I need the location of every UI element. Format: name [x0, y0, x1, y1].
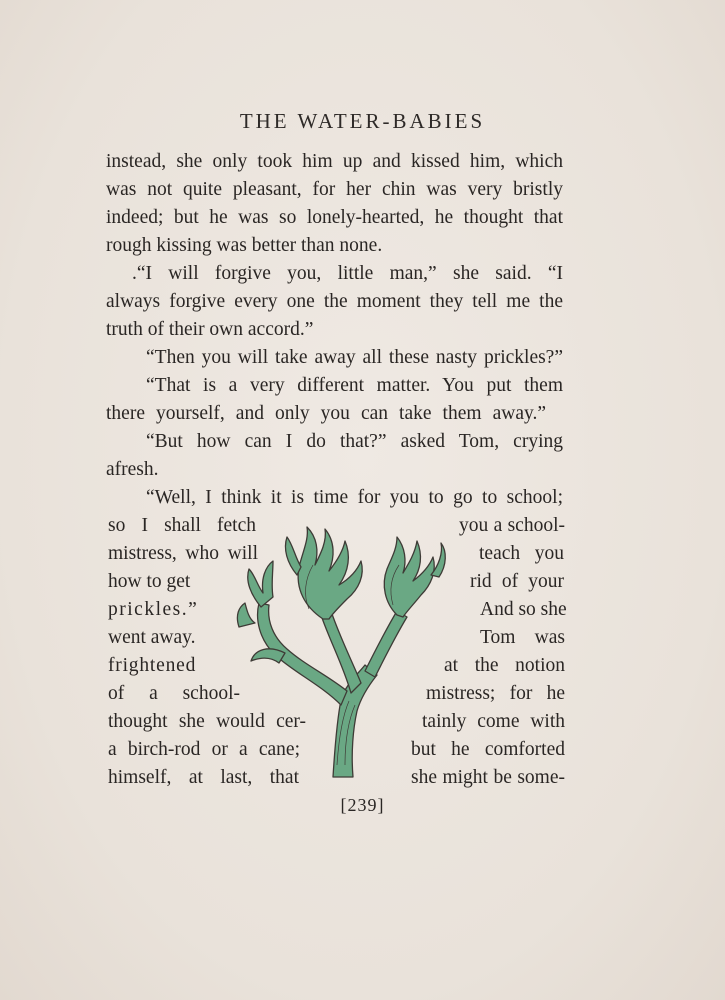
left-fragment-9: a birch-rod or a cane;: [108, 739, 300, 760]
right-fragment-8: tainly come with: [422, 711, 565, 732]
text-line-4: rough kissing was better than none.: [106, 235, 383, 256]
left-fragment-7: of a school-: [108, 683, 240, 704]
plant-frond-center-left: [285, 537, 301, 575]
plant-frond-right: [384, 537, 434, 617]
left-fragment-5: went away.: [108, 627, 196, 648]
right-fragment-9: but he comforted: [411, 739, 565, 760]
text-line-3: indeed; but he was so lonely-hearted, he thought that: [106, 207, 563, 228]
page-number: [239]: [340, 795, 385, 815]
left-fragment-8: thought she would cer-: [108, 711, 306, 732]
text-line-7: truth of their own accord.”: [106, 319, 314, 340]
text-line-6: always forgive every one the moment they tell me the: [106, 291, 563, 312]
left-fragment-2: mistress, who will: [108, 543, 258, 564]
left-fragment-10: himself, at last, that: [108, 767, 299, 788]
right-fragment-10: she might be some-: [411, 767, 565, 788]
left-fragment-1: so I shall fetch: [108, 515, 256, 536]
plant-branch-right: [365, 611, 407, 677]
right-fragment-1: you a school-: [459, 515, 565, 536]
text-line-8: “Then you will take away all these nasty prickles?”: [146, 347, 563, 368]
green-seaweed-plant-illustration: [225, 515, 465, 780]
text-line-5: .“I will forgive you, little man,” she said. “I: [132, 263, 563, 284]
left-fragment-4: prickles.”: [108, 599, 199, 620]
plant-frond-left-b: [237, 603, 255, 627]
text-line-2: was not quite pleasant, for her chin was very bristly: [106, 179, 563, 200]
text-line-1: instead, she only took him up and kissed him, which: [106, 151, 563, 172]
text-line-11: “But how can I do that?” asked Tom, crying: [146, 431, 563, 452]
text-line-13: “Well, I think it is time for you to go to school;: [146, 487, 563, 508]
text-line-9: “That is a very different matter. You put them: [146, 375, 563, 396]
right-fragment-3: rid of your: [470, 571, 564, 592]
plant-curl-lower-left: [251, 649, 285, 663]
right-fragment-4: And so she: [480, 599, 567, 620]
right-fragment-6: at the notion: [444, 655, 565, 676]
running-head: THE WATER-BABIES: [239, 109, 486, 133]
right-fragment-2: teach you: [479, 543, 564, 564]
plant-frond-left-a: [248, 561, 273, 607]
text-line-12: afresh.: [106, 459, 159, 480]
text-line-10: there yourself, and only you can take them away.”: [106, 403, 546, 424]
right-fragment-5: Tom was: [480, 627, 565, 648]
left-fragment-3: how to get: [108, 571, 191, 592]
right-fragment-7: mistress; for he: [426, 683, 565, 704]
left-fragment-6: frightened: [108, 655, 197, 676]
